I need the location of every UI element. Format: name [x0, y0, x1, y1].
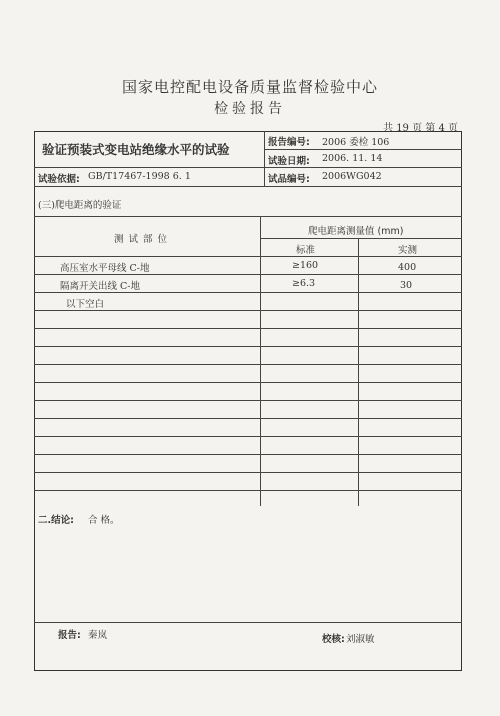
table-row-rule	[34, 400, 462, 401]
table-row-rule	[34, 364, 462, 365]
row-1-measured: 400	[398, 262, 417, 273]
table-col-rule	[260, 216, 261, 506]
report-no-label: 报告编号:	[268, 137, 310, 148]
col-measured-header: 实测	[398, 245, 418, 256]
table-row-rule	[34, 310, 462, 311]
table-row-rule	[34, 418, 462, 419]
sample-no-label: 试品编号:	[268, 174, 310, 185]
test-date-label: 试验日期:	[268, 156, 310, 167]
report-person: 秦岚	[88, 630, 108, 641]
row-2-std: ≥6.3	[292, 278, 316, 289]
table-row-rule	[34, 472, 462, 473]
basis: GB/T17467-1998 6. 1	[88, 171, 191, 182]
section-title: (三)爬电距离的验证	[38, 200, 122, 211]
col-group-header: 爬电距离测量值 (mm)	[308, 226, 404, 237]
test-title: 验证预装式变电站绝缘水平的试验	[42, 142, 230, 157]
table-row-rule	[34, 256, 462, 257]
report-label: 报告:	[58, 630, 81, 641]
info-divider	[264, 131, 265, 186]
row-1-part: 高压室水平母线 C-地	[60, 263, 150, 274]
table-row-rule	[34, 274, 462, 275]
section-rule	[34, 216, 462, 217]
row-2-part: 隔离开关出线 C-地	[60, 281, 140, 292]
report-no: 2006 委检 106	[322, 137, 390, 148]
header-rule	[260, 238, 462, 239]
row-2-measured: 30	[400, 280, 413, 291]
org-name: 国家电控配电设备质量监督检验中心	[121, 78, 378, 96]
info-rule	[264, 149, 462, 150]
info-rule	[34, 167, 462, 168]
table-row-rule	[34, 454, 462, 455]
check-label: 校核:	[322, 634, 345, 645]
footer-rule	[34, 622, 462, 623]
sample-no: 2006WG042	[322, 171, 382, 182]
col-part-header: 测 试 部 位	[114, 234, 169, 245]
info-rule	[34, 186, 462, 187]
row-3-part: 以下空白	[66, 299, 105, 310]
conclusion-label: 二.结论:	[38, 515, 74, 526]
conclusion-value: 合 格。	[88, 515, 120, 526]
table-row-rule	[34, 328, 462, 329]
table-row-rule	[34, 436, 462, 437]
check-person: 刘淑敏	[346, 634, 375, 645]
basis-label: 试验依据:	[38, 174, 80, 185]
table-col-rule	[358, 238, 359, 506]
test-date: 2006. 11. 14	[322, 153, 383, 164]
report-frame	[34, 131, 462, 671]
col-std-header: 标准	[296, 245, 316, 256]
table-row-rule	[34, 292, 462, 293]
row-1-std: ≥160	[292, 260, 319, 271]
doc-title: 检验报告	[214, 101, 286, 117]
page-info: 共 19 页 第 4 页	[383, 123, 458, 134]
table-row-rule	[34, 346, 462, 347]
table-row-rule	[34, 382, 462, 383]
table-row-rule	[34, 490, 462, 491]
